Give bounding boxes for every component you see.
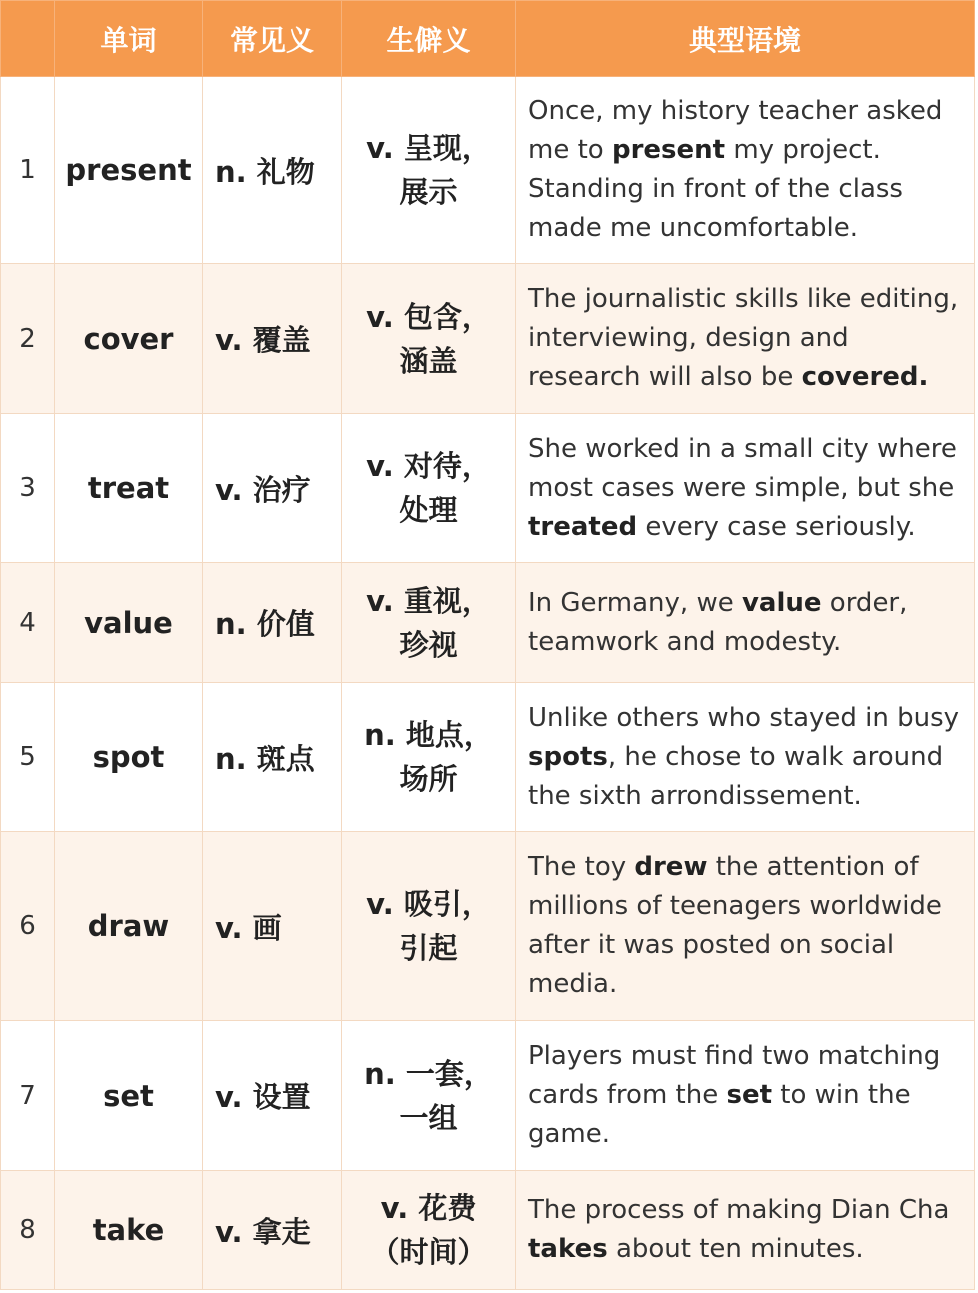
- context-cell: [516, 1021, 975, 1171]
- header-word: 单词: [55, 1, 203, 77]
- context-cell: [516, 264, 975, 414]
- rare-meaning-cell: [342, 264, 516, 414]
- rare-meaning-line: 一组: [399, 1100, 458, 1135]
- rare-meaning-line: v. 吸引，: [366, 887, 491, 921]
- word-cell: value: [55, 563, 203, 683]
- rare-meaning-line: 处理: [399, 493, 458, 527]
- common-meaning-cell: n. 价值: [203, 563, 342, 683]
- rare-meaning-line: n. 一套，: [364, 1056, 493, 1091]
- context-keyword: treated: [528, 511, 638, 542]
- header-typical-context: 典型语境: [516, 1, 975, 77]
- common-meaning-cell: n. 斑点: [203, 683, 342, 832]
- row-number: 3: [1, 414, 55, 563]
- context-text: The process of making Dian Cha: [528, 1195, 950, 1225]
- rare-meaning-line: 涵盖: [399, 343, 458, 378]
- word-cell: set: [55, 1021, 203, 1171]
- rare-meaning-cell: [342, 77, 516, 264]
- row-number: 1: [1, 77, 55, 264]
- rare-meaning-line: v. 呈现，: [366, 131, 491, 165]
- context-text: my project. Standing in front of the class made me uncomfortable.: [528, 135, 903, 243]
- context-keyword: drew: [634, 852, 708, 882]
- word-cell: present: [55, 77, 203, 264]
- row-number: 2: [1, 264, 55, 414]
- context-keyword: set: [726, 1080, 773, 1110]
- context-cell: [516, 1171, 975, 1290]
- context-text: the attention of millions of teenagers worldwide after it was posted on social media.: [528, 852, 942, 999]
- context-text: Once, my history teacher asked me to: [528, 96, 943, 165]
- rare-meaning-line: v. 对待，: [366, 449, 491, 483]
- context-text: In Germany, we: [528, 587, 742, 618]
- common-meaning-cell: v. 画: [203, 832, 342, 1021]
- table-row: [1, 563, 975, 683]
- context-cell: [516, 832, 975, 1021]
- rare-meaning-line: n. 地点，: [364, 718, 493, 752]
- table-row: [1, 414, 975, 563]
- header-rare-meaning: 生僻义: [342, 1, 516, 77]
- row-number: 6: [1, 832, 55, 1021]
- context-keyword: spots: [528, 741, 608, 772]
- header-number: [1, 1, 55, 77]
- table-row: [1, 264, 975, 414]
- word-cell: take: [55, 1171, 203, 1290]
- context-text: to win the game.: [528, 1080, 911, 1149]
- common-meaning-cell: v. 治疗: [203, 414, 342, 563]
- context-keyword: covered.: [801, 362, 929, 392]
- common-meaning-cell: v. 拿走: [203, 1171, 342, 1290]
- word-cell: treat: [55, 414, 203, 563]
- context-text: The toy: [528, 852, 635, 882]
- rare-meaning-line: 展示: [399, 175, 458, 209]
- context-text: Unlike others who stayed in busy: [528, 702, 960, 733]
- context-keyword: value: [741, 587, 822, 618]
- row-number: 4: [1, 563, 55, 683]
- rare-meaning-line: v. 重视，: [366, 583, 491, 618]
- context-text: Players must find two matching cards from the: [528, 1041, 941, 1110]
- row-number: 8: [1, 1171, 55, 1290]
- context-cell: [516, 683, 975, 832]
- word-cell: draw: [55, 832, 203, 1021]
- rare-meaning-line: v. 包含，: [366, 299, 491, 334]
- table-row: [1, 683, 975, 832]
- rare-meaning-cell: [342, 563, 516, 683]
- row-number: 7: [1, 1021, 55, 1171]
- rare-meaning-line: 珍视: [399, 627, 458, 662]
- rare-meaning-line: 引起: [399, 931, 458, 965]
- table-row: [1, 77, 975, 264]
- context-cell: [516, 77, 975, 264]
- table-row: [1, 832, 975, 1021]
- row-number: 5: [1, 683, 55, 832]
- common-meaning-cell: v. 设置: [203, 1021, 342, 1171]
- common-meaning-cell: v. 覆盖: [203, 264, 342, 414]
- rare-meaning-line: v. 花费: [380, 1191, 477, 1225]
- word-cell: cover: [55, 264, 203, 414]
- common-meaning-cell: n. 礼物: [203, 77, 342, 264]
- context-text: She worked in a small city where most cases were simple, but she: [528, 433, 957, 503]
- rare-meaning-cell: [342, 1171, 516, 1290]
- rare-meaning-cell: [342, 414, 516, 563]
- context-text: every case seriously.: [637, 511, 916, 542]
- word-cell: spot: [55, 683, 203, 832]
- header-row: [1, 1, 975, 77]
- context-text: , he chose to walk around the sixth arrondissement.: [528, 741, 944, 811]
- rare-meaning-cell: [342, 1021, 516, 1171]
- context-cell: [516, 414, 975, 563]
- header-common-meaning: 常见义: [203, 1, 342, 77]
- table-row: [1, 1171, 975, 1290]
- table-row: [1, 1021, 975, 1171]
- context-text: about ten minutes.: [607, 1234, 864, 1264]
- rare-meaning-cell: [342, 683, 516, 832]
- context-keyword: present: [611, 135, 726, 165]
- context-keyword: takes: [528, 1234, 608, 1264]
- rare-meaning-cell: [342, 832, 516, 1021]
- context-text: order, teamwork and modesty.: [528, 587, 908, 657]
- rare-meaning-line: 场所: [399, 762, 458, 796]
- context-text: The journalistic skills like editing, interviewing, design and research will also be: [528, 284, 959, 392]
- context-cell: [516, 563, 975, 683]
- rare-meaning-line: （时间）: [370, 1235, 487, 1269]
